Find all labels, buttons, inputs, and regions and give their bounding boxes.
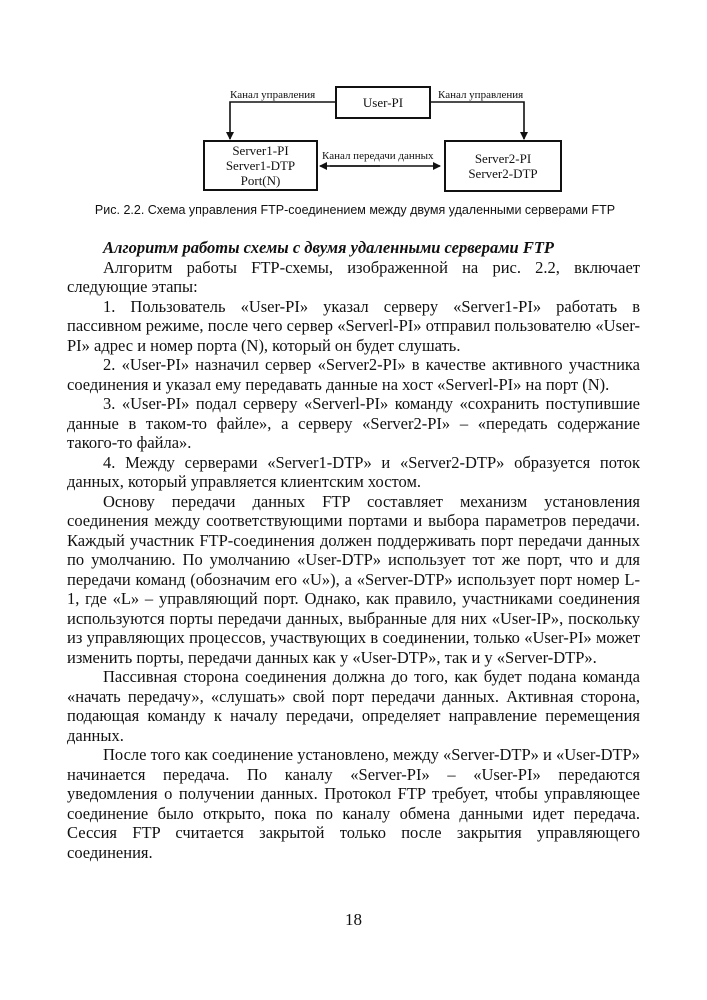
server1-dtp-label: Server1-DTP (225, 158, 296, 173)
control-channel-left-arrow (230, 102, 335, 139)
paragraph: После того как соединение установлено, между «Server-DTP» и «User-DTP» начинается передача. По каналу «Server-PI» – «User-PI» передаются уведомления о получении данных. Протокол FTP требует, чтобы управляющее соединение было открыто, пока по каналу обмена данными идет передача. Сессия FTP считается закрытой только после закрытия управляющего соединения. (67, 745, 640, 862)
control-channel-right-label: Канал управления (438, 89, 524, 101)
paragraph: Алгоритм работы FTP-схемы, изображенной на рис. 2.2, включает следующие этапы: (67, 257, 640, 296)
body-text (67, 238, 640, 862)
paragraph: 4. Между серверами «Server1-DTP» и «Server2-DTP» образуется поток данных, который управляется клиентским хостом. (67, 452, 640, 491)
user-pi-box (335, 86, 431, 119)
ftp-diagram (0, 0, 707, 200)
server1-box (203, 140, 318, 191)
server1-pi-label: Server1-PI (232, 143, 289, 158)
server1-port-label: Port(N) (240, 173, 281, 188)
user-pi-label: User-PI (362, 95, 404, 110)
paragraph: 3. «User-PI» подал серверу «Serverl-PI» команду «сохранить поступившие данные в таком-то файле», а серверу «Server2-PI» – «передать содержание такого-то файла». (67, 394, 640, 452)
section-heading: Алгоритм работы схемы с двумя удаленными серверами FTP (103, 238, 554, 257)
paragraph: Пассивная сторона соединения должна до того, как будет подана команда «начать передачу», «слушать» свой порт передачи данных. Активная сторона, подающая команду к началу передачи, определяет направление перемещения данных. (67, 667, 640, 745)
control-channel-right-arrow (431, 102, 524, 139)
page-number: 18 (345, 910, 362, 929)
data-channel-label: Канал передачи данных (322, 150, 434, 162)
paragraph: Основу передачи данных FTP составляет механизм установления соединения между соответствующими портами и выбора параметров передачи. Каждый участник FTP-соединения должен поддерживать порт передачи данных по умолчанию. По умолчанию «User-DTP» использует тот же порт, что и для передачи команд (обозначим его «U»), а «Server-DTP» использует порт номер L-1, где «L» – управляющий порт. Однако, как правило, участниками соединения используются порты передачи данных, выбранные для них «User-IP», поскольку из управляющих процессов, участвующих в соединении, только «User-PI» может изменить порты, передачи данных как у «User-DTP», так и у «Server-DTP». (67, 491, 640, 667)
server2-pi-label: Server2-PI (474, 151, 532, 166)
control-channel-left-label: Канал управления (230, 89, 316, 101)
server2-box (444, 140, 562, 192)
paragraph: 2. «User-PI» назначил сервер «Server2-PI» в качестве активного участника соединения и указал ему передавать данные на хост «Serverl-PI» на порт (N). (67, 355, 640, 394)
figure-caption: Рис. 2.2. Схема управления FTP-соединением между двумя удаленными серверами FTP (94, 203, 616, 217)
server2-dtp-label: Server2-DTP (468, 166, 538, 181)
paragraph: 1. Пользователь «User-PI» указал серверу «Server1-PI» работать в пассивном режиме, после чего сервер «Serverl-PI» отправил пользователю «User-PI» адрес и номер порта (N), который он будет слушать. (67, 296, 640, 355)
